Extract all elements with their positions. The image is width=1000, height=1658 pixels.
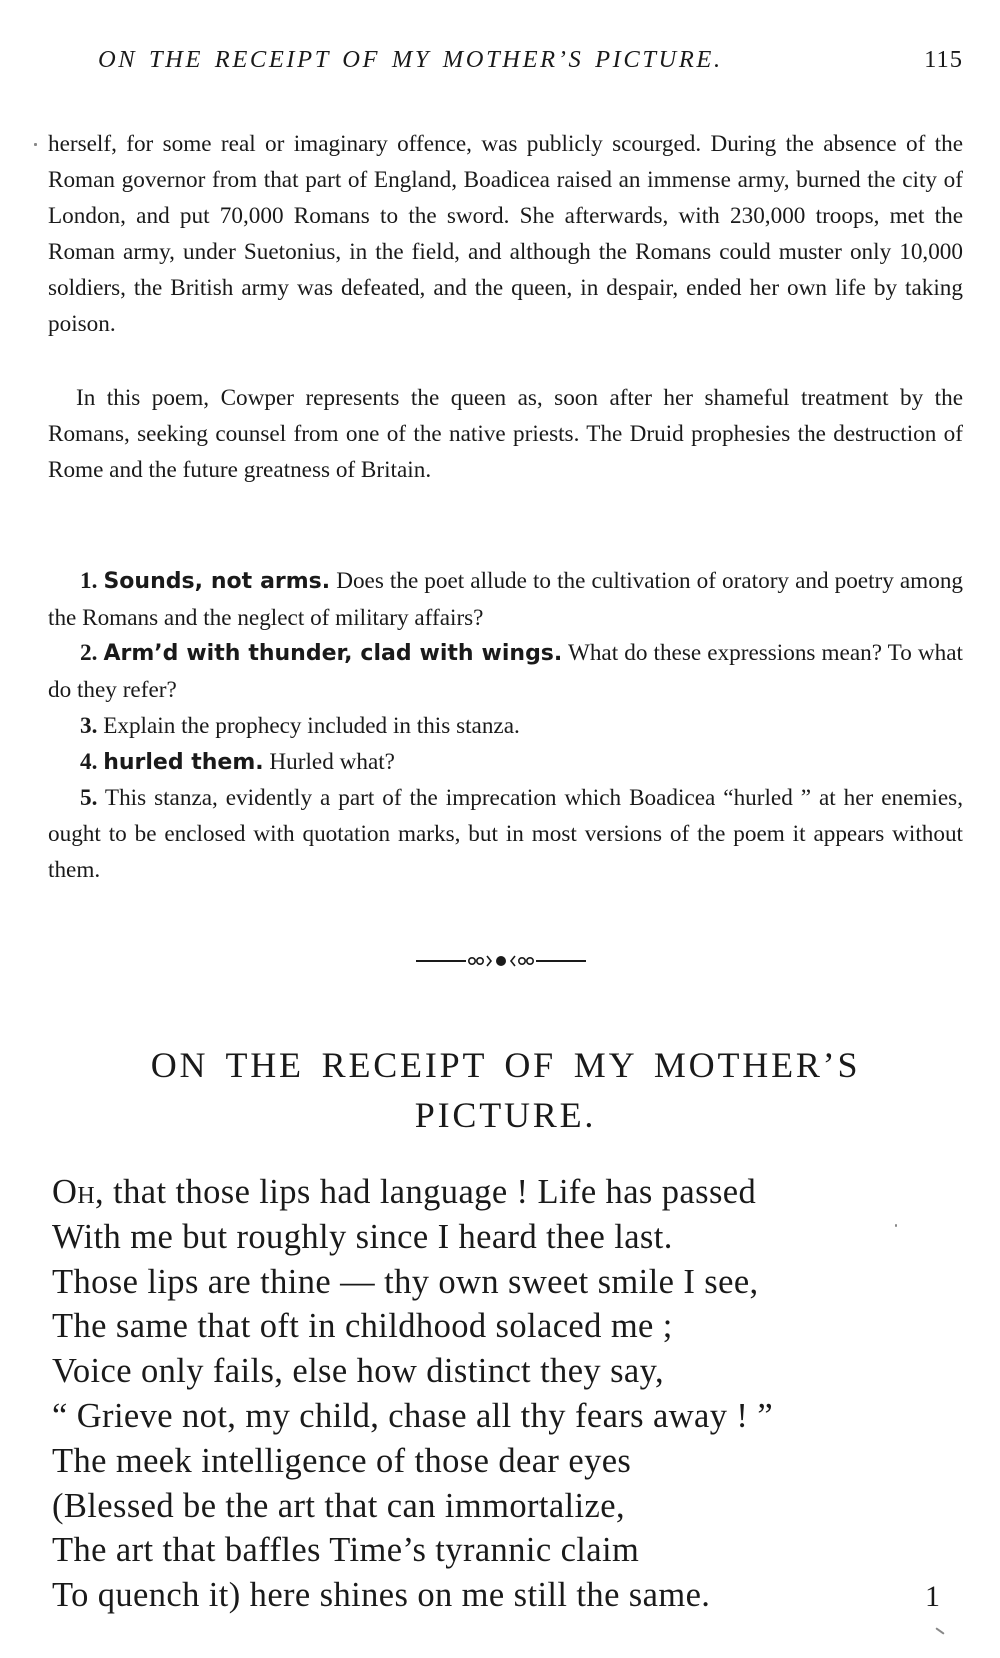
poem-body — [52, 1170, 932, 1618]
running-head-title: ON THE RECEIPT OF MY MOTHER’S PICTURE. — [98, 46, 723, 73]
poem-line-number: 1 — [925, 1580, 940, 1613]
note-keyword: Sounds, not arms. — [103, 569, 331, 594]
note-number: 3. — [80, 713, 98, 739]
print-speck — [34, 143, 37, 146]
poem-line: The same that oft in childhood solaced me ; — [52, 1307, 673, 1346]
print-speck — [935, 1627, 944, 1634]
poem-line: With me but roughly since I heard thee last. — [52, 1217, 673, 1256]
poem-line: (Blessed be the art that can immortalize, — [52, 1486, 625, 1525]
note-text: This stanza, evidently a part of the imprecation which Boadicea “hurled ” at her enemies, ought to be enclosed with quotation marks, but in most versions of the poem it appears without them. — [48, 785, 963, 883]
poem-title-line-1: ON THE RECEIPT OF MY MOTHER’S — [150, 1045, 861, 1085]
poem-line: To quench it) here shines on me still the same. — [52, 1576, 711, 1615]
note-item — [48, 635, 963, 708]
note-number: 1. — [80, 568, 98, 594]
poem-line: Those lips are thine — thy own sweet smile I see, — [52, 1262, 759, 1301]
note-text: Hurled what? — [269, 749, 395, 775]
note-text: Explain the prophecy included in this stanza. — [103, 713, 520, 739]
note-text: Does the poet allude to the cultivation of oratory and poetry among the Romans and the neglect of military affairs? — [48, 568, 964, 631]
paragraph-poem-context: In this poem, Cowper represents the queen as, soon after her shameful treatment by the Romans, seeking counsel from one of the native priests. The Druid prophesies the destruction of Rome and the future greatness of Britain. — [48, 385, 963, 483]
poem-line: Voice only fails, else how distinct they say, — [52, 1352, 665, 1391]
poem-title — [48, 1040, 963, 1140]
poem-first-line-text: , that those lips had language ! Life has passed — [95, 1173, 757, 1211]
note-number: 5. — [80, 785, 98, 811]
note-item — [48, 780, 963, 888]
page-number: 115 — [924, 46, 963, 73]
note-number: 4. — [80, 749, 98, 775]
note-item — [48, 563, 963, 636]
paragraph-boadicea-history: herself, for some real or imaginary offence, was publicly scourged. During the absence of the Roman governor from that part of England, Boadicea raised an immense army, burned the city of London, and put 70,000 Romans to the sword. She afterwards, with 230,000 troops, met the Roman army, under Suetonius, in the field, and although the Romans could muster only 10,000 soldiers, the British army was defeated, and the queen, in despair, ended her own life by taking poison. — [48, 131, 963, 337]
poem-title-line-2: PICTURE. — [414, 1095, 597, 1135]
note-keyword: hurled them. — [103, 750, 264, 775]
section-divider-ornament — [416, 950, 586, 972]
note-number: 2. — [80, 640, 98, 666]
poem-line: “ Grieve not, my child, chase all thy fears away ! ” — [52, 1396, 774, 1435]
note-item — [48, 708, 963, 744]
poem-line — [52, 1170, 932, 1215]
poem-line: The meek intelligence of those dear eyes — [52, 1441, 632, 1480]
note-text: What do these expressions mean? To what do they refer? — [48, 640, 963, 703]
poem-first-word: Oh — [52, 1173, 96, 1211]
running-head — [48, 46, 963, 80]
print-speck — [895, 1224, 897, 1227]
poem-line: The art that baffles Time’s tyrannic claim — [52, 1531, 640, 1570]
note-keyword: Arm’d with thunder, clad with wings. — [103, 641, 563, 666]
note-item — [48, 744, 963, 781]
